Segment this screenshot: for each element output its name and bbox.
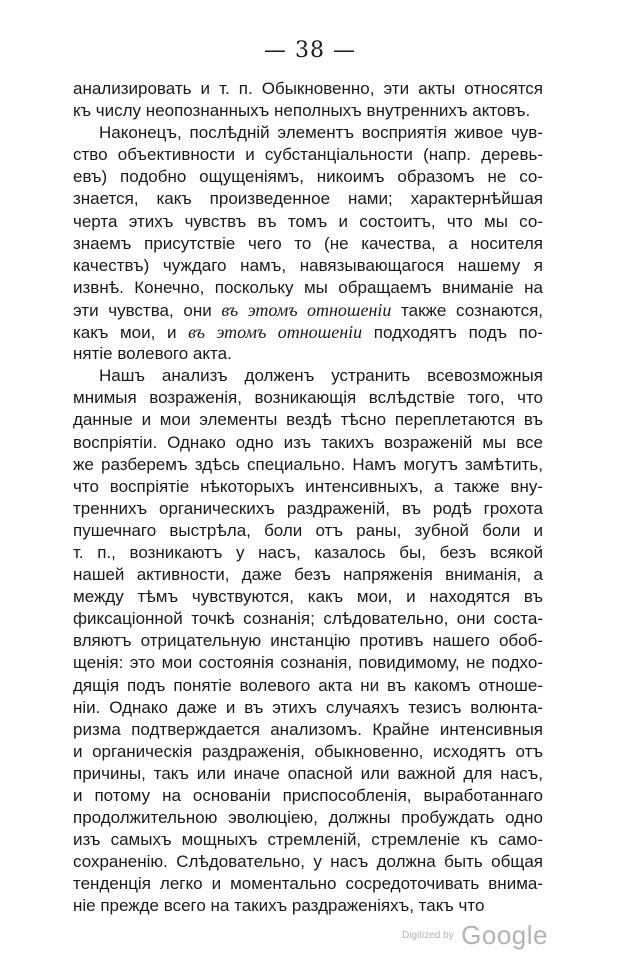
- text-line: эти чувства, они въ этомъ отношеніи также сознаются,: [73, 299, 543, 320]
- text-line: тенденція легко и моментально сосредоточивать внима-: [73, 874, 543, 894]
- emphasis: въ этомъ отношеніи: [221, 299, 392, 320]
- text-line: ніе прежде всего на такихъ раздраженіяхъ, такъ что: [73, 896, 485, 916]
- text-line: Наконецъ, послѣдній элементъ восприятія живое чув-: [99, 123, 543, 143]
- text-line: т. п., возникаютъ у насъ, казалось бы, безъ всякой: [73, 542, 543, 562]
- text-line: нашей активности, даже безъ напряженія вниманія, а: [73, 565, 543, 585]
- text-line: ніи. Однако даже и въ этихъ случаяхъ тезисъ волюнта-: [73, 697, 543, 717]
- text-line: данные и мои элементы вездѣ тѣсно переплетаются въ: [73, 410, 543, 430]
- text-line: ризма подтверждается анализомъ. Крайне интенсивныя: [73, 719, 543, 739]
- text-line: евъ) подобно ощущеніямъ, никоимъ образомъ не со-: [73, 167, 543, 187]
- text-line: пушечнаго выстрѣла, боли отъ раны, зубной боли и: [73, 520, 543, 540]
- google-logo: Google: [461, 920, 548, 950]
- text-line: воспріятіи. Однако одно изъ такихъ возраженій мы все: [73, 432, 543, 452]
- text-line: знается, какъ произведенное нами; характернѣйшая: [73, 189, 543, 209]
- text-line: продолжительною эволюціею, должны пробуждать одно: [73, 808, 543, 828]
- text-line: какъ мои, и въ этомъ отношеніи подходятъ подъ по-: [73, 322, 543, 343]
- text-line: анализировать и т. п. Обыкновенно, эти акты относятся: [73, 79, 543, 98]
- text-line: между тѣмъ чувствуются, какъ мои, и находятся въ: [73, 587, 543, 607]
- text-line: Нашъ анализъ долженъ устранить всевозможныя: [99, 366, 543, 386]
- paragraph: [73, 122, 543, 365]
- emphasis: въ этомъ отношеніи: [188, 322, 363, 343]
- text-line: изъ самыхъ мощныхъ стремленій, стремленіе къ само-: [73, 830, 543, 850]
- text-line: и органическія раздраженія, обыкновенно, исходятъ отъ: [73, 741, 543, 761]
- text-line: сохраненію. Слѣдовательно, у насъ должна быть общая: [73, 852, 543, 872]
- text-line: вляютъ отрицательную инстанцію противъ нашего обоб-: [73, 631, 543, 651]
- text-line: и потому на основаніи приспособленія, выработаннаго: [73, 786, 543, 805]
- text-line: ство объективности и субстанціальности (напр. деревь-: [73, 145, 543, 165]
- digitized-by-label: Digitized by: [402, 930, 454, 941]
- text-line: щенія: это мои состоянія сознанія, повидимому, не подхо-: [73, 653, 543, 673]
- text-line: качествъ) чуждаго намъ, навязывающагося нашему я: [73, 255, 543, 275]
- text-line: дящія подъ понятіе волевого акта ни въ какомъ отноше-: [73, 675, 543, 695]
- text-line: же разберемъ здѣсь специально. Намъ могутъ замѣтить,: [73, 454, 543, 474]
- text-line: черта этихъ чувствъ въ томъ и состоитъ, что мы со-: [73, 211, 543, 231]
- paragraph: [73, 78, 543, 122]
- text-line: къ числу неопознанныхъ неполныхъ внутреннихъ актовъ.: [73, 101, 531, 121]
- text-line: нятіе волевого акта.: [73, 344, 232, 364]
- text-line: извнѣ. Конечно, поскольку мы обращаемъ вниманіе на: [73, 277, 543, 297]
- text-line: что воспріятіе нѣкоторыхъ интенсивныхъ, а также вну-: [73, 476, 543, 496]
- text-line: знаемъ присутствіе чего то (не качества, а носителя: [73, 233, 543, 253]
- page-number: — 38 —: [264, 38, 356, 63]
- body-text: [73, 78, 543, 918]
- digitized-by-google-watermark: [402, 920, 548, 951]
- paragraph: [73, 365, 543, 917]
- text-line: фиксаціонной точкѣ сознанія; слѣдовательно, они соста-: [73, 609, 543, 629]
- text-line: мнимыя возраженія, возникающія вслѣдствіе того, что: [73, 388, 543, 408]
- text-line: причины, такъ или иначе опасной или важной для насъ,: [73, 763, 543, 783]
- text-line: треннихъ органическихъ раздраженій, въ родѣ грохота: [73, 498, 543, 518]
